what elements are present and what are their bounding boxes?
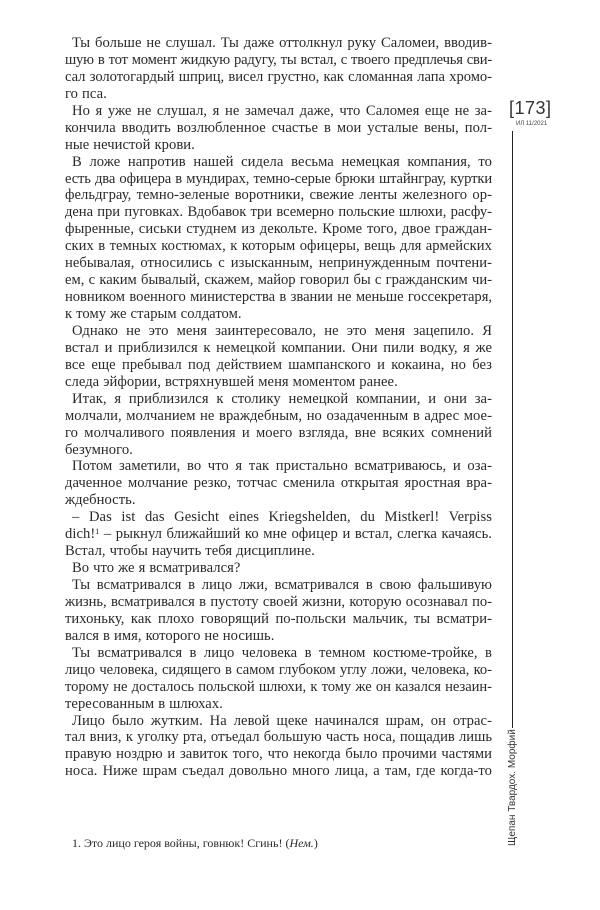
- text-line: [65, 696, 492, 713]
- text-line: [65, 425, 492, 442]
- footnote-close: ): [313, 836, 318, 850]
- text-line: [65, 492, 492, 509]
- text-line: [65, 272, 492, 289]
- text-line: [65, 69, 492, 86]
- text-line: [65, 221, 492, 238]
- text-line: [65, 746, 492, 763]
- text-line: [65, 679, 492, 696]
- text-line-content: безумного.: [65, 441, 133, 458]
- text-line: [65, 323, 492, 340]
- footnote-marker: 1: [95, 527, 100, 537]
- text-line: [65, 187, 492, 204]
- text-line-content: тересованным в шлюхах.: [65, 695, 223, 712]
- text-line-content: ждебность.: [65, 492, 136, 509]
- text-line: [65, 120, 492, 137]
- text-line-content: носа. Ниже шрам съедал довольно много лица, а там, где когда-то: [65, 763, 492, 780]
- text-line: [65, 340, 492, 357]
- text-line-content: сал золотогардый шприц, висел грустно, как сломанная лапа хромо-: [65, 68, 492, 85]
- text-line-content: Однако не это меня заинтересовало, не это меня зацепило. Я: [72, 322, 492, 339]
- margin-rule: [512, 131, 513, 728]
- text-line-content: Встал, чтобы научить тебя дисциплине.: [65, 543, 315, 560]
- text-line-rest: – рыкнул ближайший ко мне офицер и встал, слегка качаясь.: [99, 526, 492, 543]
- text-line-content: Ты всматривался в лицо лжи, всматривался в свою фальшивую: [72, 577, 492, 593]
- issue-label: ИЛ 11/2021: [516, 121, 548, 127]
- text-line: [65, 729, 492, 746]
- text-line-content: го молчаливого появления и моего взгляда, вне всяких сомнений: [65, 424, 492, 441]
- text-line-content: даченное молчание резко, тотчас сменила открытая яростная вра-: [65, 475, 492, 492]
- text-line: [65, 594, 492, 611]
- footnote-italic: Нем.: [289, 836, 314, 850]
- footnote-text: 1. Это лицо героя войны, говнюк! Сгинь! (: [72, 836, 290, 850]
- text-line: [65, 543, 492, 560]
- text-line: [65, 509, 492, 526]
- text-line: [65, 35, 492, 52]
- text-line: [65, 374, 492, 391]
- text-line: [65, 52, 492, 69]
- text-line-content: Ты всматривался в лицо человека в темном костюме-тройке, в: [72, 644, 492, 661]
- text-line: [65, 306, 492, 323]
- text-line-content: ные нечистой крови.: [65, 136, 195, 153]
- text-line-content: тихоньку, как плохо говорящий по-польски мальчик, ты всматри-: [65, 610, 492, 627]
- text-line-content: молчали, молчанием не враждебным, но озадаченным в адрес мое-: [65, 407, 492, 424]
- body-text: [65, 35, 492, 780]
- text-line: [65, 442, 492, 459]
- text-line: [65, 289, 492, 306]
- text-line-content: тал вниз, к уголку рта, отъедал большую часть носа, пощадив лишь: [65, 729, 492, 746]
- text-line-content: Потом заметили, во что я так пристально всматриваюсь, и оза-: [72, 458, 492, 475]
- text-line-content: небывалая, относились с изысканным, непринужденным почтени-: [65, 255, 492, 272]
- text-line-content: dich!: [65, 526, 96, 543]
- text-line: [65, 255, 492, 272]
- text-line: [65, 408, 492, 425]
- text-line-content: лицо человека, сидящего в самом глубоком углу ложи, человека, ко-: [65, 661, 492, 678]
- running-title: Щепан Твардох. Морфий: [507, 729, 518, 846]
- text-line-content: Но я уже не слушал, я не замечал даже, что Саломея еще не за-: [72, 102, 492, 119]
- text-line: [65, 662, 492, 679]
- text-line-content: Лицо было жутким. На левой щеке начинался шрам, он отрас-: [72, 712, 492, 729]
- text-line: [65, 526, 492, 543]
- page-number: [173]: [509, 98, 552, 118]
- text-line-content: Итак, я приблизился к столику немецкой компании, и они за-: [72, 390, 492, 407]
- text-line: [65, 611, 492, 628]
- text-line: [65, 763, 492, 780]
- text-line: [65, 458, 492, 475]
- text-line: [65, 103, 492, 120]
- footnote: [72, 836, 318, 850]
- text-line: [65, 204, 492, 221]
- text-line-content: к тому же старым солдатом.: [65, 306, 242, 322]
- text-line: [65, 171, 492, 188]
- text-line-content: кончила вводить возлюбленное счастье в мои усталые вены, пол-: [65, 119, 492, 136]
- text-line-content: встал и приблизился к немецкой компании. Они пили водку, я же: [65, 339, 492, 356]
- text-line-content: ем, с каким бывалый, скажем, майор говорил бы с гражданским чи-: [65, 272, 492, 289]
- text-line-content: правую ноздрю и завиток того, что некогда было прочими частями: [65, 746, 492, 763]
- text-line: [65, 560, 492, 577]
- text-line-content: В ложе напротив нашей сидела весьма немецкая компания, то: [72, 153, 492, 170]
- text-line-content: следа эйфории, встряхнувшей меня моментом ранее.: [65, 373, 398, 390]
- text-line: [65, 238, 492, 255]
- text-line: [65, 645, 492, 662]
- text-line: [65, 713, 492, 730]
- text-line-content: торому не досталось польской шлюхи, к тому же он казался незаин-: [65, 678, 492, 695]
- text-line: [65, 86, 492, 103]
- text-line-content: шую в тот момент жидкую радугу, ты встал, с твоего предплечья сви-: [65, 51, 492, 68]
- text-line-content: го пса.: [65, 85, 107, 102]
- text-line-content: все еще пребывал под действием шампанского и кокаина, но без: [65, 356, 492, 373]
- text-line: [65, 475, 492, 492]
- text-line-content: жизнь, всматривался в пустоту своей жизни, которую осознавал по-: [65, 593, 492, 610]
- text-line-content: фыренные, сиськи студнем из декольте. Кроме того, двое граждан-: [65, 221, 492, 238]
- text-line-content: – Das ist das Gesicht eines Kriegshelden, du Mistkerl! Verpiss: [72, 509, 492, 526]
- text-line: [65, 137, 492, 154]
- text-line: [65, 577, 492, 594]
- text-line-content: Ты больше не слушал. Ты даже оттолкнул руку Саломеи, вводив-: [72, 35, 492, 51]
- text-line: [65, 628, 492, 645]
- text-line-content: вался в имя, которого не носишь.: [65, 627, 275, 644]
- text-line-content: фельдграу, темно-зеленые воротники, свежие ленты железного ор-: [65, 187, 492, 204]
- text-line-content: ских в темных костюмах, к которым офицеры, вещь для армейских: [65, 238, 492, 255]
- text-line: [65, 357, 492, 374]
- text-line: [65, 154, 492, 171]
- text-line: [65, 391, 492, 408]
- text-line-content: Во что же я всматривался?: [72, 560, 241, 577]
- text-line-content: новником военного министерства в звании не меньше госсекретаря,: [65, 289, 492, 306]
- text-line-content: дена при пуговках. Вдобавок три всемерно польские шлюхи, расфу-: [65, 204, 492, 221]
- text-line-content: есть два офицера в мундирах, темно-серые брюки штайнграу, куртки: [65, 170, 492, 187]
